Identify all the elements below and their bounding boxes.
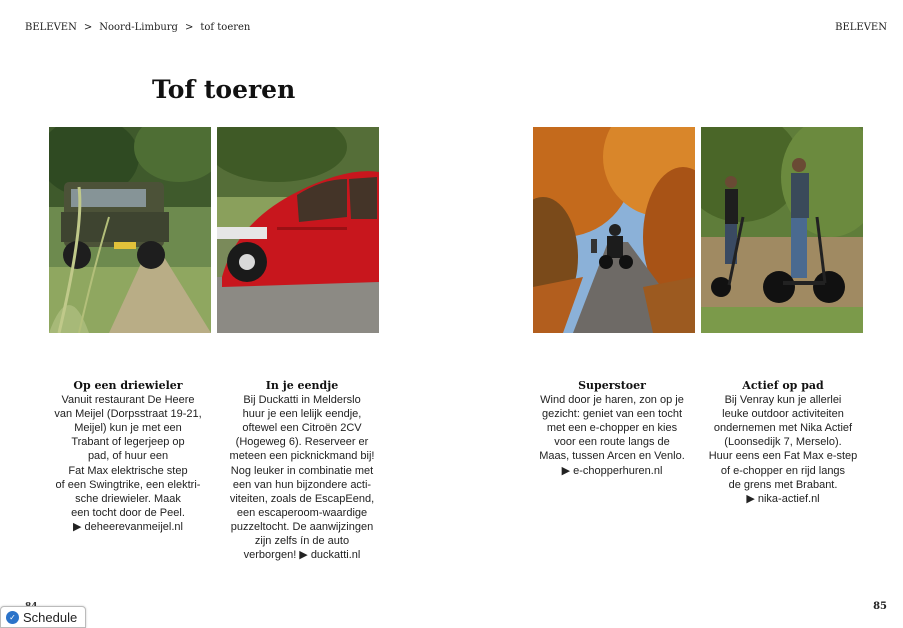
schedule-label: Schedule <box>23 609 78 625</box>
fat-max-e-step-photo <box>701 127 863 333</box>
article-op-een-driewieler <box>47 379 209 534</box>
article-body: Vanuit restaurant De Heere van Meijel (Dorpsstraat 19-21, Meijel) kun je met een Trabant of legerjeep op pad, of huur een Fat Max elektrische step of een Swingtrike, een elektri- sche driewieler. Maak een tocht door de Peel. ▶ deheerevanmeijel.nl <box>54 394 202 533</box>
page-number-right: 85 <box>873 601 887 612</box>
breadcrumb-item-current: tof toeren <box>200 22 251 33</box>
jeep-photo <box>49 127 211 333</box>
breadcrumb-separator: > <box>83 22 93 33</box>
article-heading: Superstoer <box>578 379 646 392</box>
article-heading: In je eendje <box>265 379 339 392</box>
breadcrumb-item-region[interactable]: Noord-Limburg <box>99 22 178 33</box>
article-body: Bij Duckatti in Melderslo huur je een lelijk eendje, oftewel een Citroën 2CV (Hogeweg 6). Reserveer er meteen een picknickmand bij! Nog leuker in combinatie met een van hun bijzondere acti- viteiten, zoals de EscapEend, een escaperoom-waardige puzzeltocht. De aanwijzingen zijn zelfs ín de auto verborgen! ▶ duckatti.nl <box>229 394 375 562</box>
breadcrumb <box>25 22 250 33</box>
page-title: Tof toeren <box>152 75 296 104</box>
article-body: Wind door je haren, zon op je gezicht: geniet van een tocht met een e-chopper en kies voor een route langs de Maas, tussen Arcen en Venlo. ▶ e-chopperhuren.nl <box>539 394 685 477</box>
article-heading: Op een driewieler <box>73 379 183 392</box>
citroen-2cv-photo <box>217 127 379 333</box>
article-superstoer <box>531 379 693 478</box>
schedule-button[interactable] <box>0 606 86 628</box>
breadcrumb-separator: > <box>184 22 194 33</box>
article-in-je-eendje <box>221 379 383 562</box>
e-chopper-photo <box>533 127 695 333</box>
article-actief-op-pad <box>702 379 864 506</box>
calendar-icon: ✓ <box>6 611 19 624</box>
breadcrumb-item-beleven[interactable]: BELEVEN <box>25 22 77 33</box>
article-heading: Actief op pad <box>742 379 824 392</box>
article-body: Bij Venray kun je allerlei leuke outdoor activiteiten ondernemen met Nika Actief (Loonsedijk 7, Merselo). Huur eens een Fat Max e-step of e-chopper en rijd langs de grens met Brabant. ▶ nika-actief.nl <box>708 394 858 505</box>
section-label: BELEVEN <box>835 22 887 33</box>
